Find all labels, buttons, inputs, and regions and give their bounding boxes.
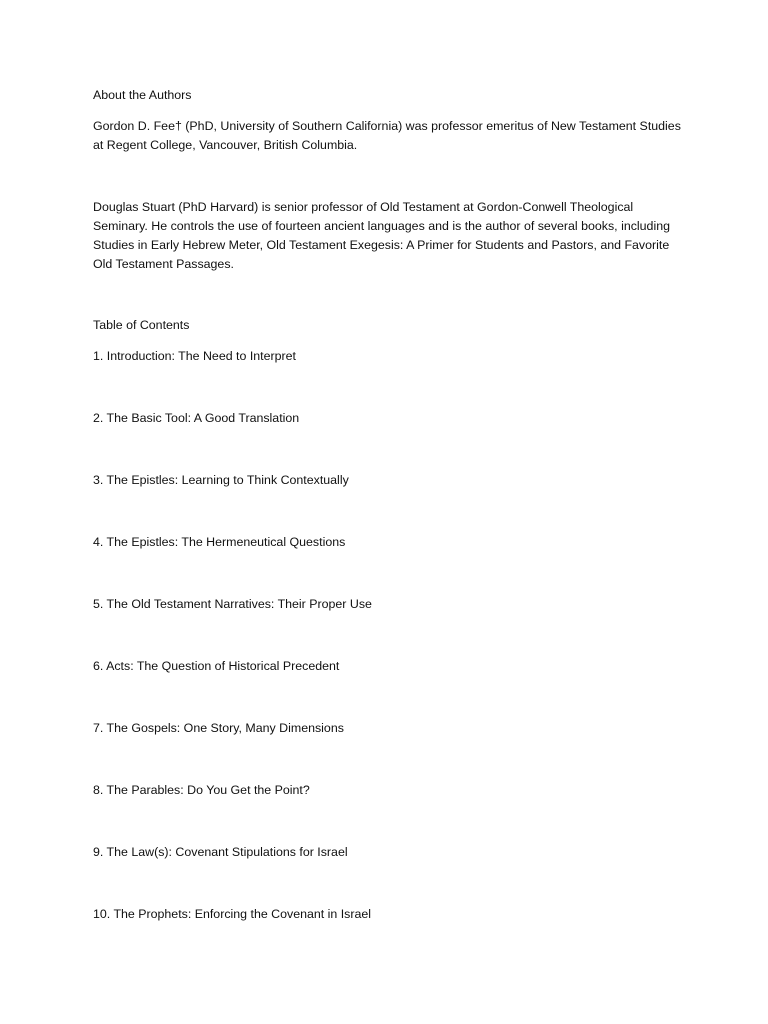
author-bio-stuart: Douglas Stuart (PhD Harvard) is senior professor of Old Testament at Gordon-Conwell Theological Seminary. He controls the use of fourteen ancient languages and is the author of several books, including Studies in Early Hebrew Meter, Old Testament Exegesis: A Primer for Students and Pastors, and Favorite Old Testament Passages.: [93, 200, 670, 271]
toc-item: 1. Introduction: The Need to Interpret: [93, 349, 296, 363]
toc-item: 9. The Law(s): Covenant Stipulations for Israel: [93, 845, 348, 859]
toc-item: 6. Acts: The Question of Historical Precedent: [93, 659, 340, 673]
toc-item: 10. The Prophets: Enforcing the Covenant in Israel: [93, 907, 372, 921]
table-of-contents-heading: Table of Contents: [93, 318, 190, 332]
toc-item: 3. The Epistles: Learning to Think Contextually: [93, 473, 349, 487]
toc-item: 2. The Basic Tool: A Good Translation: [93, 411, 300, 425]
toc-item: 5. The Old Testament Narratives: Their Proper Use: [93, 597, 372, 611]
table-of-contents-list: [93, 347, 688, 967]
toc-item: 4. The Epistles: The Hermeneutical Questions: [93, 535, 346, 549]
toc-item: 7. The Gospels: One Story, Many Dimensions: [93, 721, 344, 735]
author-bio-fee: Gordon D. Fee† (PhD, University of Southern California) was professor emeritus of New Testament Studies at Regent College, Vancouver, British Columbia.: [93, 119, 681, 152]
about-authors-heading: About the Authors: [93, 88, 192, 102]
toc-item: 8. The Parables: Do You Get the Point?: [93, 783, 310, 797]
